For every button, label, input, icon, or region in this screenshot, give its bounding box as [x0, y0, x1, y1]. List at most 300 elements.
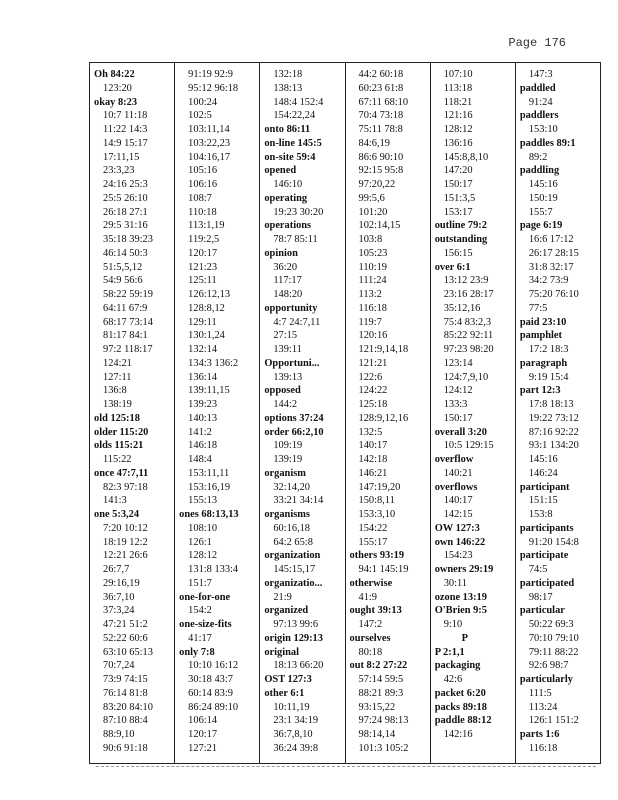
index-reference: 134:3 136:2	[188, 357, 239, 369]
index-reference: 110:19	[358, 261, 387, 273]
index-reference: 141:2	[188, 426, 212, 438]
index-reference: 35:18 39:23	[103, 234, 153, 245]
index-reference: 101:3 105:2	[358, 742, 409, 754]
index-reference: 145:16	[528, 454, 558, 465]
index-reference: 26:17 28:15	[528, 247, 579, 259]
index-reference: 64:11 67:9	[103, 302, 148, 314]
index-reference: 111:24	[358, 275, 387, 287]
index-reference: 98:17	[528, 591, 553, 603]
index-reference: 63:10 65:13	[103, 646, 153, 658]
index-reference: 91:20 154:8	[528, 536, 579, 548]
index-reference: 147:20	[443, 165, 473, 177]
index-reference: 124:12	[443, 385, 473, 397]
bottom-rule	[96, 766, 596, 767]
index-column-2	[175, 63, 260, 763]
index-reference: 36:24 39:8	[273, 742, 319, 754]
index-reference: 70:7,24	[103, 660, 135, 672]
index-reference: 153:11,11	[188, 467, 230, 479]
index-term: participate	[519, 550, 569, 562]
index-reference: 46:14 50:3	[103, 247, 148, 259]
index-reference: 154:22	[358, 522, 388, 534]
index-reference: 155:17	[358, 536, 388, 548]
index-reference: 31:8 32:17	[528, 261, 574, 273]
index-reference: 25:5 26:10	[103, 192, 148, 204]
index-reference: 133:3	[443, 399, 468, 410]
index-reference: 41:9	[358, 591, 377, 603]
index-reference: 121:21	[358, 357, 388, 369]
index-reference: 95:12 96:18	[188, 82, 239, 94]
index-term: organizatio...	[264, 577, 323, 589]
index-reference: 87:10 88:4	[103, 715, 148, 727]
index-reference: 93:1 134:20	[528, 440, 579, 452]
index-reference: 138:19	[103, 399, 132, 410]
index-reference: 67:11 68:10	[358, 96, 409, 108]
index-reference: 127:21	[188, 742, 218, 754]
index-reference: 34:2 73:9	[528, 275, 569, 287]
index-reference: 103:11,14	[188, 124, 230, 135]
index-term: on-site 59:4	[264, 151, 316, 163]
index-reference: 126:1 151:2	[528, 715, 579, 727]
index-reference: 10:11,19	[273, 701, 310, 713]
index-term: over 6:1	[434, 261, 471, 273]
index-reference: 19:22 73:12	[528, 412, 579, 424]
index-reference: 150:17	[443, 412, 473, 424]
index-reference: 76:14 81:8	[103, 687, 148, 699]
index-reference: 30:11	[443, 577, 467, 589]
index-reference: 10:5 129:15	[443, 440, 494, 452]
index-reference: 47:21 51:2	[103, 619, 148, 630]
index-reference: 9:19 15:4	[528, 371, 569, 383]
index-reference: 148:20	[273, 289, 303, 300]
index-reference: 36:20	[273, 261, 298, 273]
index-reference: 91:24	[528, 96, 553, 108]
index-reference: 148:4	[188, 454, 212, 465]
index-reference: 57:14 59:5	[358, 674, 404, 685]
index-reference: 7:20 10:12	[103, 522, 148, 534]
index-reference: 86:6 90:10	[358, 151, 404, 163]
index-reference: 126:1	[188, 536, 212, 548]
index-reference: 9:10	[443, 619, 463, 630]
index-term: operations	[264, 220, 312, 232]
index-term: page 6:19	[519, 220, 563, 232]
index-reference: 29:16,19	[103, 577, 140, 589]
index-reference: 26:18 27:1	[103, 206, 148, 218]
index-reference: 153:16,19	[188, 481, 231, 493]
index-reference: 125:11	[188, 275, 217, 287]
index-term: ozone 13:19	[434, 591, 487, 603]
index-reference: 87:16 92:22	[528, 426, 579, 438]
index-term: ones 68:13,13	[179, 509, 239, 520]
index-reference: 154:2	[188, 605, 212, 617]
index-reference: 29:5 31:16	[103, 220, 148, 232]
index-reference: 153:8	[528, 509, 553, 520]
index-reference: 97:13 99:6	[273, 619, 319, 630]
index-term: parts 1:6	[519, 729, 560, 740]
index-term: old 125:18	[94, 412, 140, 424]
index-reference: 18:13 66:20	[273, 660, 324, 672]
index-reference: 58:22 59:19	[103, 289, 153, 300]
index-reference: 108:7	[188, 192, 212, 204]
index-term: particular	[519, 605, 565, 617]
index-reference: 60:16,18	[273, 522, 311, 534]
index-reference: 30:18 43:7	[188, 674, 233, 685]
index-column-6	[516, 63, 600, 763]
index-reference: 77:5	[528, 302, 548, 314]
index-reference: 144:2	[273, 399, 298, 410]
index-term: overflow	[434, 454, 474, 465]
index-reference: 60:14 83:9	[188, 687, 233, 699]
index-reference: 136:16	[443, 137, 473, 149]
index-term: O'Brien 9:5	[434, 605, 487, 617]
index-reference: 41:17	[188, 632, 212, 644]
index-reference: 138:13	[273, 82, 303, 94]
index-term: overflows	[434, 481, 478, 493]
index-reference: 128:12	[443, 124, 473, 135]
index-reference: 128:8,12	[188, 302, 225, 314]
index-term: organization	[264, 550, 321, 562]
index-reference: 132:14	[188, 344, 218, 355]
index-reference: 4:7 24:7,11	[273, 316, 321, 328]
index-reference: 52:22 60:6	[103, 632, 148, 644]
index-reference: 118:21	[443, 96, 473, 108]
index-term: packs 89:18	[434, 701, 487, 713]
index-term: participant	[519, 481, 570, 493]
index-reference: 121:9,14,18	[358, 344, 409, 355]
index-reference: 122:6	[358, 371, 383, 383]
page-number: Page 176	[508, 36, 566, 50]
index-reference: 146:24	[528, 467, 558, 479]
index-reference: 116:18	[358, 302, 387, 314]
index-term: pamphlet	[519, 330, 563, 342]
index-term: organism	[264, 467, 306, 479]
index-term: Opportuni...	[264, 357, 320, 369]
index-reference: 42:6	[443, 674, 463, 685]
index-reference: 109:19	[273, 440, 303, 452]
index-term: out 8:2 27:22	[349, 660, 408, 672]
index-reference: 97:23 98:20	[443, 344, 494, 355]
index-reference: 35:12,16	[443, 302, 481, 314]
index-reference: 116:18	[528, 742, 558, 754]
index-term: order 66:2,10	[264, 426, 324, 438]
index-reference: 33:21 34:14	[273, 495, 324, 507]
index-reference: 27:15	[273, 330, 298, 342]
index-reference: 32:14,20	[273, 481, 311, 493]
index-reference: 111:5	[528, 687, 552, 699]
index-reference: 151:3,5	[443, 192, 476, 204]
index-reference: 36:7,10	[103, 591, 135, 603]
index-term: only 7:8	[179, 646, 215, 658]
index-reference: 139:23	[188, 399, 218, 410]
index-reference: 17:2 18:3	[528, 344, 569, 355]
index-reference: 151:7	[188, 577, 212, 589]
index-reference: 119:2,5	[188, 234, 220, 245]
index-reference: 151:15	[528, 495, 558, 507]
index-reference: 154:23	[443, 550, 473, 562]
index-reference: 21:9	[273, 591, 292, 603]
index-reference: 103:8	[358, 234, 383, 245]
index-reference: 84:6,19	[358, 137, 390, 149]
index-reference: 132:5	[358, 426, 383, 438]
index-reference: 124:22	[358, 385, 388, 397]
index-term: own 146:22	[434, 536, 486, 548]
index-reference: 142:15	[443, 509, 473, 520]
index-reference: 142:18	[358, 454, 388, 465]
index-term: paddled	[519, 82, 556, 94]
index-reference: 89:2	[528, 151, 548, 163]
index-term: others 93:19	[349, 550, 405, 562]
index-reference: 113:1,19	[188, 220, 225, 232]
index-reference: 90:6 91:18	[103, 742, 148, 754]
index-reference: 141:3	[103, 495, 127, 507]
index-reference: 130:1,24	[188, 330, 225, 342]
index-reference: 155:13	[188, 495, 218, 507]
index-reference: 81:17 84:1	[103, 330, 148, 342]
index-reference: 98:14,14	[358, 729, 396, 740]
index-term: origin 129:13	[264, 632, 323, 644]
index-reference: 92:15 95:8	[358, 165, 404, 177]
index-reference: 125:18	[358, 399, 388, 410]
index-reference: 24:16 25:3	[103, 179, 148, 190]
index-reference: 78:7 85:11	[273, 234, 318, 245]
index-term: older 115:20	[94, 426, 149, 438]
index-reference: 99:5,6	[358, 192, 385, 204]
index-reference: 79:11 88:22	[528, 646, 579, 658]
index-reference: 150:17	[443, 179, 473, 190]
index-reference: 146:10	[273, 179, 303, 190]
index-term: OST 127:3	[264, 674, 312, 685]
index-reference: 17:8 18:13	[528, 399, 574, 410]
index-reference: 54:9 56:6	[103, 275, 143, 287]
index-term: other 6:1	[264, 687, 305, 699]
index-reference: 97:24 98:13	[358, 715, 409, 727]
index-reference: 128:9,12,16	[358, 412, 409, 424]
index-reference: 124:7,9,10	[443, 371, 489, 383]
index-reference: 50:22 69:3	[528, 619, 574, 630]
index-term: part 12:3	[519, 385, 561, 397]
index-term: original	[264, 646, 299, 658]
index-term: ought 39:13	[349, 605, 402, 617]
index-reference: 83:20 84:10	[103, 701, 153, 713]
index-reference: 103:22,23	[188, 137, 231, 149]
index-reference: 17:11,15	[103, 151, 140, 163]
index-reference: 100:24	[188, 96, 218, 108]
index-reference: 119:7	[358, 316, 382, 328]
index-term: onto 86:11	[264, 124, 311, 135]
index-reference: 140:17	[443, 495, 473, 507]
index-reference: 150:8,11	[358, 495, 395, 507]
index-reference: 110:18	[188, 206, 217, 218]
index-reference: 70:10 79:10	[528, 632, 579, 644]
index-reference: 104:16,17	[188, 151, 231, 163]
index-reference: 139:11,15	[188, 385, 230, 397]
index-reference: 154:22,24	[273, 110, 316, 122]
index-reference: 13:12 23:9	[443, 275, 489, 287]
index-reference: 150:19	[528, 192, 558, 204]
index-reference: 126:12,13	[188, 289, 231, 300]
index-term: Oh 84:22	[94, 69, 135, 80]
index-reference: 136:8	[103, 385, 127, 397]
index-reference: 75:4 83:2,3	[443, 316, 492, 328]
index-reference: 82:3 97:18	[103, 481, 148, 493]
index-reference: 136:14	[188, 371, 218, 383]
index-term: opened	[264, 165, 297, 177]
index-reference: 91:19 92:9	[188, 69, 233, 80]
index-column-4	[346, 63, 431, 763]
index-reference: 123:20	[103, 82, 132, 94]
index-term: operating	[264, 192, 308, 204]
index-term: P 2:1,1	[434, 646, 465, 658]
index-reference: 92:6 98:7	[528, 660, 569, 672]
index-reference: 70:4 73:18	[358, 110, 404, 122]
index-term: organized	[264, 605, 309, 617]
index-term: OW 127:3	[434, 522, 480, 534]
index-column-5	[431, 63, 516, 763]
index-reference: 146:18	[188, 440, 218, 452]
index-term: once 47:7,11	[94, 467, 149, 479]
index-term: otherwise	[349, 577, 393, 589]
index-reference: 85:22 92:11	[443, 330, 494, 342]
index-term: organisms	[264, 509, 310, 520]
index-reference: 80:18	[358, 646, 383, 658]
index-term: okay 8:23	[94, 96, 138, 108]
index-reference: 120:16	[358, 330, 388, 342]
index-reference: 10:7 11:18	[103, 110, 148, 122]
index-reference: 102:14,15	[358, 220, 401, 232]
index-term: paragraph	[519, 357, 568, 369]
index-reference: 16:6 17:12	[528, 234, 574, 245]
index-reference: 86:24 89:10	[188, 701, 239, 713]
index-reference: 147:19,20	[358, 481, 401, 493]
index-reference: 107:10	[443, 69, 473, 80]
index-reference: 74:5	[528, 564, 548, 575]
index-term: paddle 88:12	[434, 715, 492, 727]
index-reference: 124:21	[103, 357, 132, 369]
index-reference: 113:24	[528, 701, 558, 713]
index-reference: 139:13	[273, 371, 303, 383]
index-term: olds 115:21	[94, 440, 144, 452]
index-reference: 113:2	[358, 289, 382, 300]
index-reference: 117:17	[273, 275, 302, 287]
index-reference: 132:18	[273, 69, 303, 80]
index-reference: 88:9,10	[103, 729, 135, 740]
index-reference: 51:5,5,12	[103, 261, 143, 273]
index-term: overall 3:20	[434, 426, 487, 438]
index-reference: 127:11	[103, 371, 132, 383]
index-reference: 14:9 15:17	[103, 137, 148, 149]
index-reference: 146:21	[358, 467, 388, 479]
index-reference: 153:3,10	[358, 509, 396, 520]
index-term: one 5:3,24	[94, 509, 140, 520]
index-reference: 121:16	[443, 110, 473, 122]
index-reference: 37:3,24	[103, 605, 135, 617]
index-term: one-size-fits	[179, 619, 232, 630]
index-reference: 106:14	[188, 715, 218, 727]
index-reference: 121:23	[188, 261, 218, 273]
index-reference: 105:16	[188, 165, 218, 177]
index-term: paid 23:10	[519, 316, 567, 328]
index-reference: 94:1 145:19	[358, 564, 409, 575]
index-reference: 156:15	[443, 247, 473, 259]
index-reference: 153:17	[443, 206, 473, 218]
index-reference: 120:17	[188, 729, 218, 740]
index-term: particularly	[519, 674, 573, 685]
index-reference: 93:15,22	[358, 701, 396, 713]
index-term: packaging	[434, 660, 481, 672]
index-reference: 106:16	[188, 179, 218, 190]
index-reference: 120:17	[188, 247, 218, 259]
index-reference: 147:3	[528, 69, 553, 80]
index-reference: 145:15,17	[273, 564, 316, 575]
index-reference: 142:16	[443, 729, 473, 740]
index-term: outstanding	[434, 234, 488, 245]
index-reference: 131:8 133:4	[188, 564, 239, 575]
index-term: paddles 89:1	[519, 137, 576, 149]
index-reference: 101:20	[358, 206, 388, 218]
index-term: outline 79:2	[434, 220, 487, 232]
index-column-1	[90, 63, 175, 763]
index-reference: 23:16 28:17	[443, 289, 494, 300]
index-reference: 60:23 61:8	[358, 82, 404, 94]
index-term: packet 6:20	[434, 687, 486, 699]
index-term: opposed	[264, 385, 301, 397]
index-reference: 148:4 152:4	[273, 96, 324, 108]
index-term: paddlers	[519, 110, 559, 122]
index-term: participated	[519, 577, 575, 589]
index-term: paddling	[519, 165, 560, 177]
word-index-table	[89, 62, 601, 764]
index-reference: 113:18	[443, 82, 473, 94]
index-term: opinion	[264, 247, 298, 259]
index-reference: 97:2 118:17	[103, 344, 153, 355]
index-reference: 115:22	[103, 454, 132, 465]
index-term: ourselves	[349, 632, 391, 644]
index-reference: 140:13	[188, 412, 218, 424]
index-term: one-for-one	[179, 591, 231, 603]
index-reference: 139:11	[273, 344, 302, 355]
index-reference: 10:10 16:12	[188, 660, 239, 672]
index-term: opportunity	[264, 302, 318, 314]
index-reference: 11:22 14:3	[103, 124, 148, 135]
index-reference: 108:10	[188, 522, 218, 534]
index-reference: 68:17 73:14	[103, 316, 153, 328]
index-reference: 140:21	[443, 467, 473, 479]
index-column-3	[260, 63, 345, 763]
index-reference: 102:5	[188, 110, 212, 122]
index-reference: 23:3,23	[103, 165, 135, 177]
index-term: on-line 145:5	[264, 137, 322, 149]
index-reference: 105:23	[358, 247, 388, 259]
index-term: options 37:24	[264, 412, 324, 424]
index-reference: 145:8,8,10	[443, 151, 489, 163]
index-reference: 129:11	[188, 316, 217, 328]
index-reference: 140:17	[358, 440, 388, 452]
index-reference: 88:21 89:3	[358, 687, 404, 699]
index-reference: 155:7	[528, 206, 553, 218]
index-reference: 19:23 30:20	[273, 206, 324, 218]
index-reference: 123:14	[443, 357, 473, 369]
index-reference: 153:10	[528, 124, 558, 135]
index-reference: 145:16	[528, 179, 558, 190]
index-reference: 75:20 76:10	[528, 289, 579, 300]
index-reference: 64:2 65:8	[273, 536, 313, 548]
index-reference: 26:7,7	[103, 564, 130, 575]
index-term: participants	[519, 522, 574, 534]
index-reference: 12:21 26:6	[103, 550, 148, 562]
index-reference: 139:19	[273, 454, 303, 465]
section-letter: P	[461, 632, 468, 644]
index-reference: 128:12	[188, 550, 218, 562]
index-term: owners 29:19	[434, 564, 494, 575]
